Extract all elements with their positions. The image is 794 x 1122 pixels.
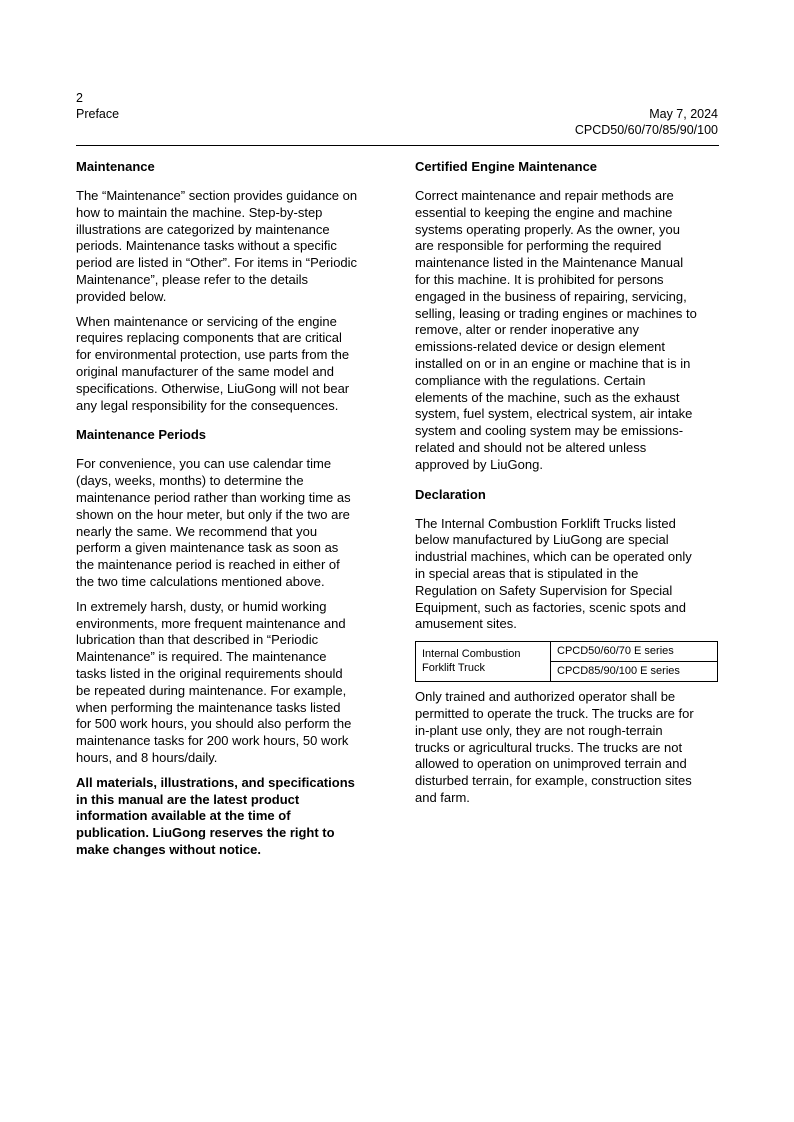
text-line: illustrations are categorized by maintenance bbox=[76, 221, 330, 237]
text-line: the maintenance period is reached in either of bbox=[76, 557, 340, 573]
paragraph bbox=[76, 599, 381, 767]
section-name: Preface bbox=[76, 107, 120, 121]
text-line: make changes without notice. bbox=[76, 841, 261, 857]
text-line: Regulation on Safety Supervision for Special bbox=[415, 582, 673, 598]
table-row bbox=[416, 642, 718, 662]
text-line: amusement sites. bbox=[415, 616, 517, 632]
text-line: for this machine. It is prohibited for persons bbox=[415, 271, 664, 287]
text-line: For convenience, you can use calendar time bbox=[76, 456, 332, 472]
cell-line: Forklift Truck bbox=[422, 661, 485, 674]
model-table bbox=[415, 641, 718, 682]
text-line: compliance with the regulations. Certain bbox=[415, 372, 646, 388]
text-line: below manufactured by LiuGong are special bbox=[415, 532, 669, 548]
text-line: information available at the time of bbox=[76, 808, 291, 824]
text-line: related and should not be altered unless bbox=[415, 439, 647, 455]
text-line: Maintenance”, please refer to the details bbox=[76, 271, 308, 287]
text-line: The Internal Combustion Forklift Trucks listed bbox=[415, 515, 676, 531]
text-line: requires replacing components that are critical bbox=[76, 330, 342, 346]
model-range: CPCD50/60/70/85/90/100 bbox=[574, 123, 718, 137]
text-line: Only trained and authorized operator shall be bbox=[415, 689, 676, 705]
text-line: approved by LiuGong. bbox=[415, 456, 543, 472]
text-line: publication. LiuGong reserves the right to bbox=[76, 825, 335, 841]
text-line: shown on the hour meter, but only if the two are bbox=[76, 506, 350, 522]
text-line: maintenance listed in the Maintenance Manual bbox=[415, 255, 684, 271]
text-line: hours, and 8 hours/daily. bbox=[76, 749, 218, 765]
text-line: selling, leasing or trading engines or machines to bbox=[415, 305, 697, 321]
paragraph bbox=[415, 516, 720, 634]
text-line: how to maintain the machine. Step-by-step bbox=[76, 204, 323, 220]
text-line: specifications. Otherwise, LiuGong will not bear bbox=[76, 380, 350, 396]
text-line: allowed to operation on unimproved terrain and bbox=[415, 756, 687, 772]
paragraph bbox=[415, 689, 720, 807]
text-line: when performing the maintenance tasks listed bbox=[76, 699, 341, 715]
text-line: environments, more frequent maintenance and bbox=[76, 615, 346, 631]
left-column bbox=[76, 158, 381, 867]
text-line: maintenance tasks for 200 work hours, 50 work bbox=[76, 733, 349, 749]
text-line: perform a given maintenance task as soon as bbox=[76, 540, 339, 556]
text-line: nearly the same. We recommend that you bbox=[76, 523, 318, 539]
text-line: When maintenance or servicing of the engine bbox=[76, 313, 337, 329]
right-column bbox=[415, 158, 720, 815]
paragraph bbox=[415, 188, 720, 474]
paragraph bbox=[76, 456, 381, 590]
table-cell-series: CPCD85/90/100 E series bbox=[551, 662, 718, 682]
section-heading: Certified Engine Maintenance bbox=[415, 159, 598, 174]
text-line: original manufacturer of the same model and bbox=[76, 363, 334, 379]
text-line: in this manual are the latest product bbox=[76, 791, 300, 807]
table-cell-series: CPCD50/60/70 E series bbox=[551, 642, 718, 662]
text-line: for environmental protection, use parts from the bbox=[76, 347, 350, 363]
section-heading: Declaration bbox=[415, 486, 486, 502]
text-line: in-plant use only, they are not rough-terrain bbox=[415, 722, 663, 738]
text-line: industrial machines, which can be operated only bbox=[415, 549, 692, 565]
table-cell-product bbox=[416, 642, 551, 682]
text-line: trucks or agricultural trucks. The trucks are not bbox=[415, 739, 683, 755]
header-divider bbox=[76, 145, 719, 146]
cell-line: Internal Combustion bbox=[422, 648, 521, 661]
text-line: lubrication than that described in “Periodic bbox=[76, 632, 319, 648]
text-line: engaged in the business of repairing, servicing, bbox=[415, 288, 687, 304]
text-line: essential to keeping the engine and machine bbox=[415, 204, 673, 220]
text-line: Equipment, such as factories, scenic spots and bbox=[415, 599, 686, 615]
text-line: be repeated during maintenance. For example, bbox=[76, 682, 347, 698]
text-line: in special areas that is stipulated in the bbox=[415, 565, 639, 581]
text-line: remove, alter or render inoperative any bbox=[415, 322, 640, 338]
text-line: The “Maintenance” section provides guidance on bbox=[76, 188, 358, 203]
text-line: the two time calculations mentioned above. bbox=[76, 573, 325, 589]
text-line: and farm. bbox=[415, 789, 470, 805]
text-line: Maintenance” is required. The maintenance bbox=[76, 649, 327, 665]
section-heading: Maintenance Periods bbox=[76, 427, 207, 443]
text-line: systems operating properly. As the owner, you bbox=[415, 221, 680, 237]
text-line: Correct maintenance and repair methods are bbox=[415, 188, 674, 203]
text-line: period are listed in “Other”. For items in “Periodic bbox=[76, 255, 358, 271]
text-line: for 500 work hours, you should also perform the bbox=[76, 716, 352, 732]
page-number: 2 bbox=[76, 91, 83, 105]
paragraph bbox=[76, 188, 381, 306]
text-line: tasks listed in the original requirements should bbox=[76, 665, 343, 681]
text-line: All materials, illustrations, and specifications bbox=[76, 774, 355, 790]
paragraph bbox=[76, 314, 381, 415]
text-line: installed on or in an engine or machine that is in bbox=[415, 355, 691, 371]
text-line: In extremely harsh, dusty, or humid working bbox=[76, 598, 327, 614]
text-line: system, fuel system, electrical system, air intake bbox=[415, 406, 693, 422]
text-line: system and cooling system may be emissions- bbox=[415, 423, 684, 439]
notice-paragraph bbox=[76, 775, 381, 859]
document-date: May 7, 2024 bbox=[649, 107, 718, 121]
text-line: maintenance period rather than working time as bbox=[76, 489, 351, 505]
text-line: any legal responsibility for the consequences. bbox=[76, 397, 339, 413]
text-line: elements of the machine, such as the exhaust bbox=[415, 389, 680, 405]
text-line: permitted to operate the truck. The trucks are for bbox=[415, 705, 694, 721]
text-line: periods. Maintenance tasks without a specific bbox=[76, 238, 337, 254]
text-line: provided below. bbox=[76, 288, 167, 304]
text-line: disturbed terrain, for example, construction sites bbox=[415, 773, 692, 789]
text-line: emissions-related device or design element bbox=[415, 339, 666, 355]
text-line: (days, weeks, months) to determine the bbox=[76, 473, 304, 489]
section-heading: Maintenance bbox=[76, 159, 155, 174]
text-line: are responsible for performing the required bbox=[415, 238, 662, 254]
